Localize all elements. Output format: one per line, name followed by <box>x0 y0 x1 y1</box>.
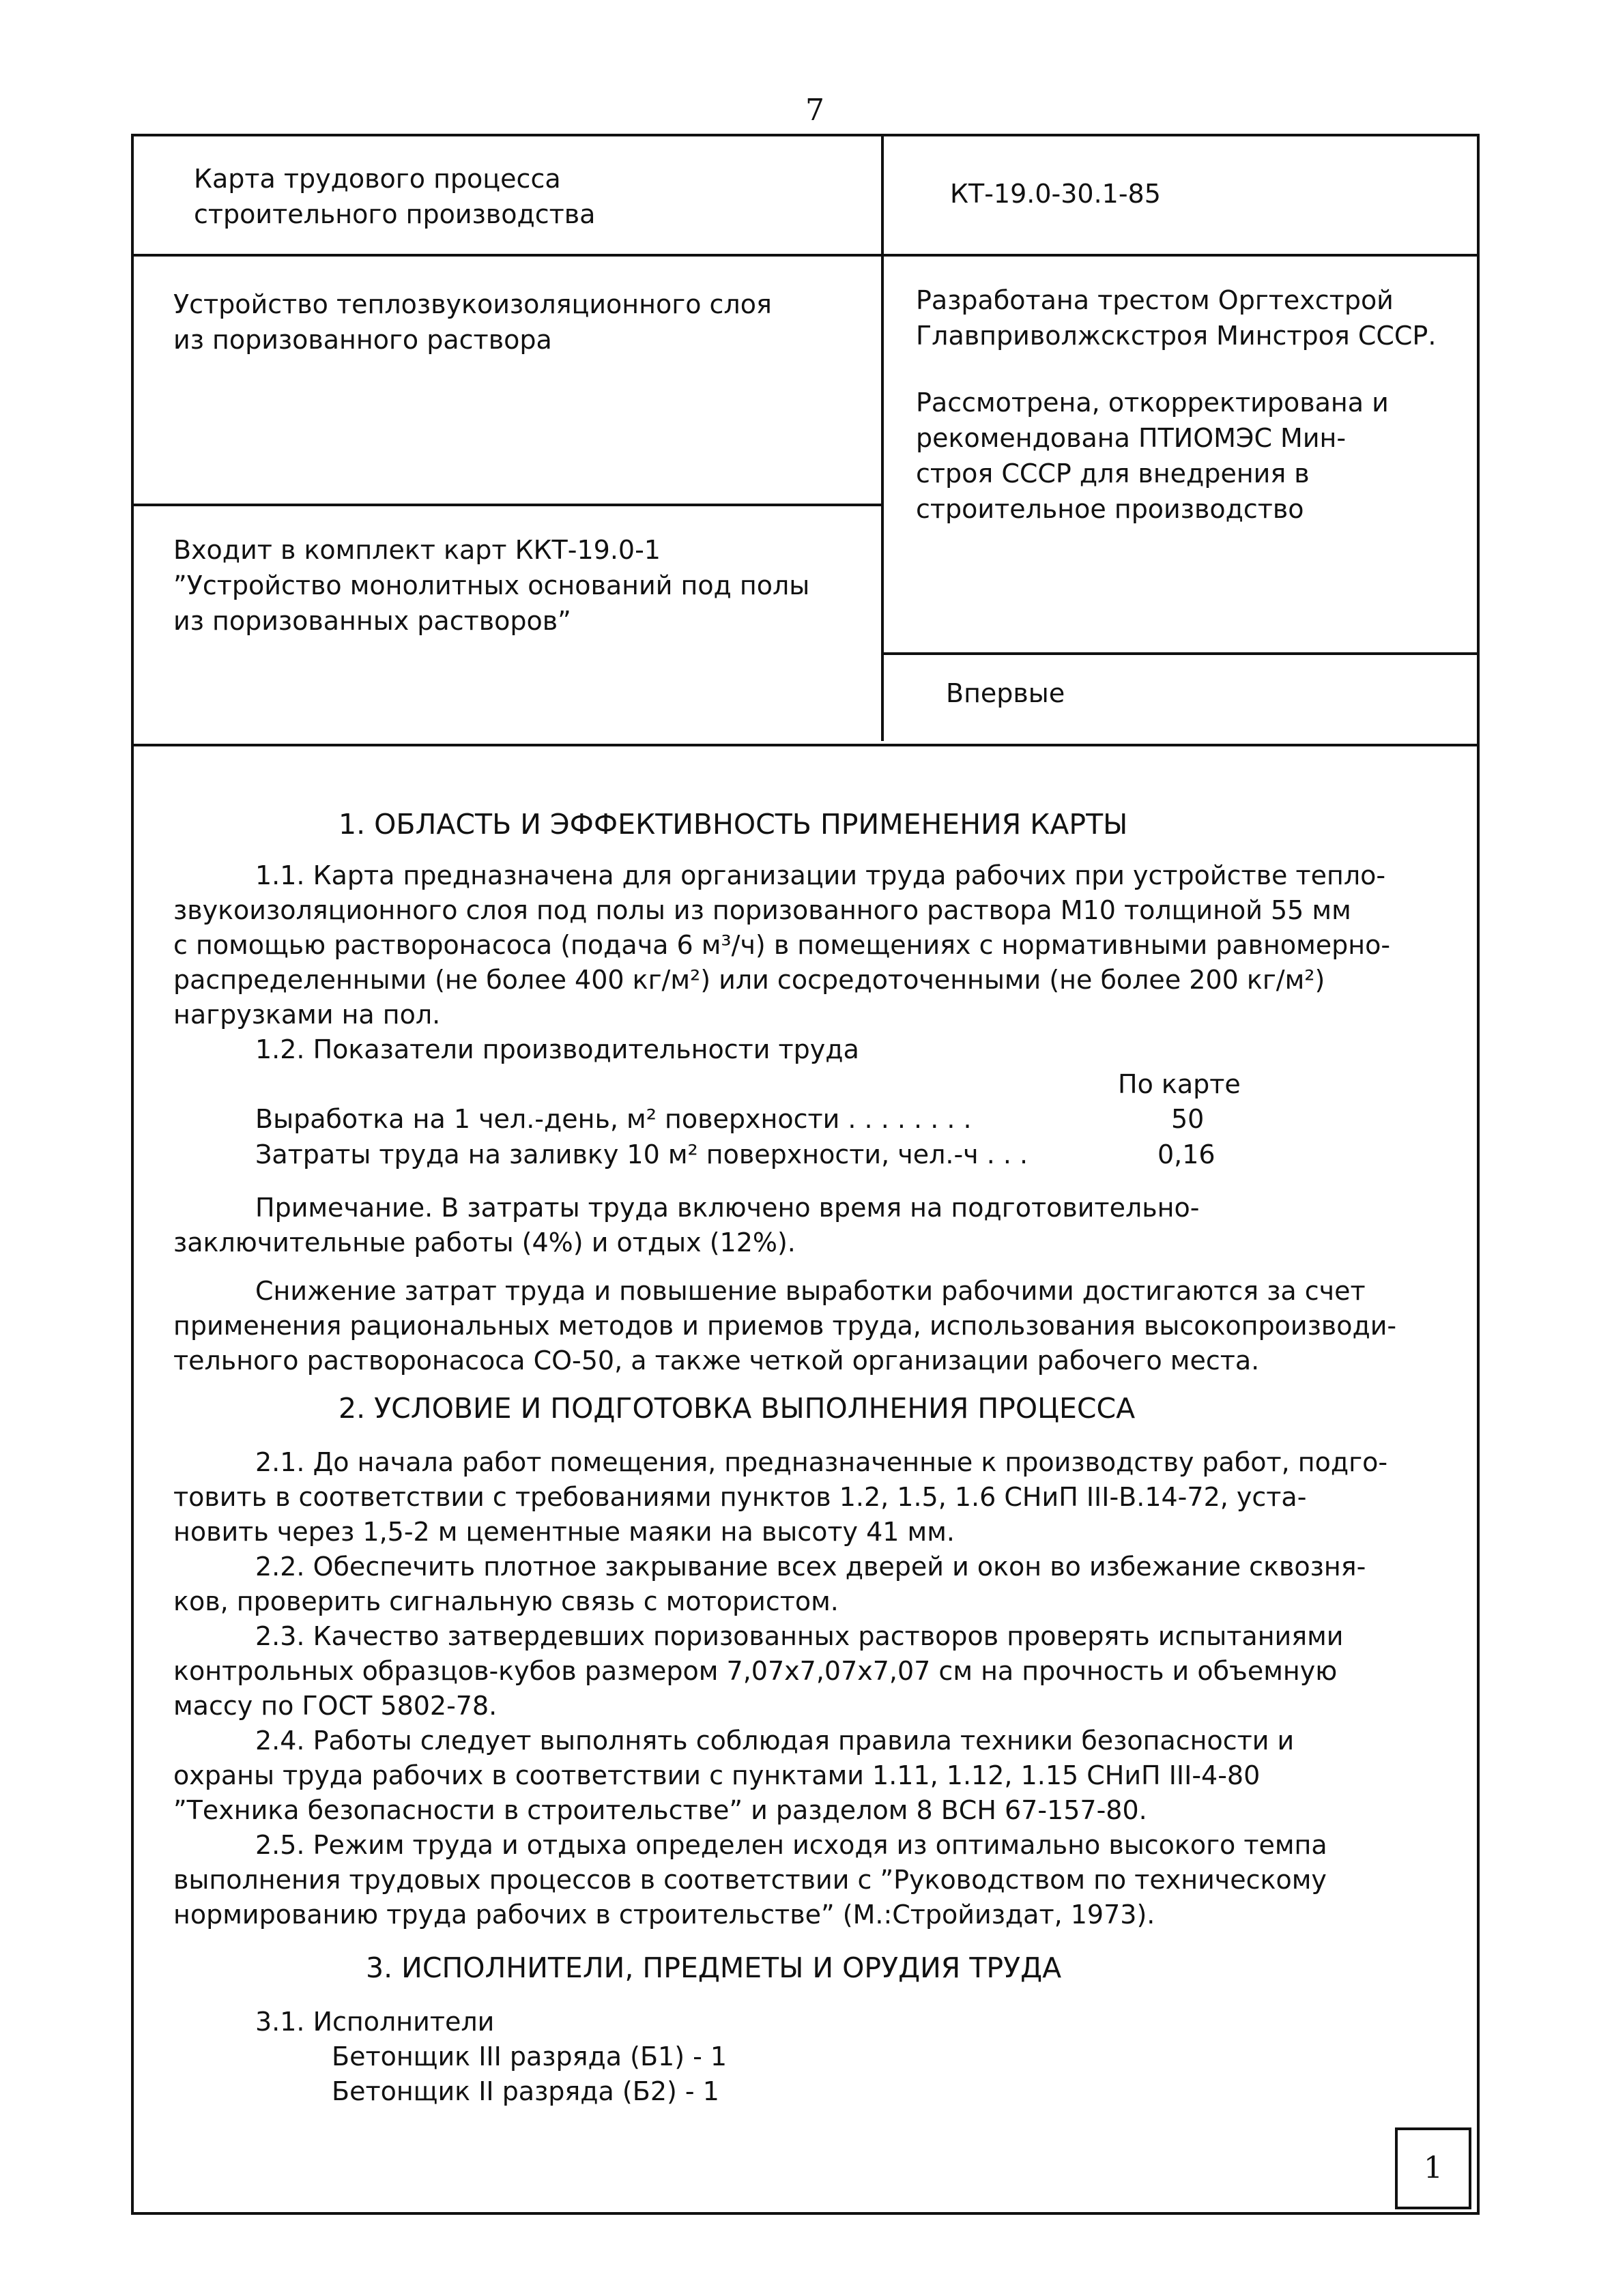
performer-item: Бетонщик II разряда (Б2) - 1 <box>332 2076 719 2106</box>
indicator-value: 0,16 <box>1157 1139 1215 1169</box>
sheet-number: 1 <box>1395 2127 1471 2209</box>
summary-1: Снижение затрат труда и повышение выработки рабочими достигаются за счет <box>255 1276 1366 1306</box>
paragraph-2-5: 2.5. Режим труда и отдыха определен исходя из оптимально высокого темпа <box>255 1830 1327 1860</box>
card-title: Устройство теплозвукоизоляционного слоя из поризованного раствора <box>173 289 772 355</box>
paragraph-2-2: 2.2. Обеспечить плотное закрывание всех дверей и окон во избежание сквозня- <box>255 1552 1366 1582</box>
note-2: заключительные работы (4%) и отдых (12%). <box>173 1227 796 1258</box>
paragraph-2-5-body: выполнения трудовых процессов в соответствии с ”Руководством по техническому нормированию труда рабочих в строительстве” (М.:Стройиздат, 1973). <box>173 1865 1327 1930</box>
page-number: 7 <box>805 93 824 128</box>
paragraph-1-1-body: звукоизоляционного слоя под полы из поризованного раствора М10 толщиной 55 мм с помощью растворонасоса (подача 6 м³/ч) в помещениях с нормативными равномерно- распределенными (не более 400 кг/м²) или сосредоточенными (не более 200 кг/м²) нагрузками на пол. <box>173 895 1391 1030</box>
card-code: КТ-19.0-30.1-85 <box>950 179 1161 209</box>
paragraph-2-2-body: ков, проверить сигнальную связь с мотористом. <box>173 1586 839 1616</box>
edition: Впервые <box>946 678 1065 708</box>
rule <box>884 254 1477 257</box>
header-grid <box>134 136 1477 746</box>
paragraph-3-1: 3.1. Исполнители <box>255 2007 495 2037</box>
document-frame <box>131 134 1480 2215</box>
section-1-heading: 1. ОБЛАСТЬ И ЭФФЕКТИВНОСТЬ ПРИМЕНЕНИЯ КАРТЫ <box>339 808 1128 841</box>
set-info: Входит в комплект карт ККТ-19.0-1 ”Устройство монолитных оснований под полы из поризованных растворов” <box>173 535 810 636</box>
rule <box>134 504 881 506</box>
paragraph-2-3: 2.3. Качество затвердевших поризованных растворов проверять испытаниями <box>255 1621 1344 1651</box>
rule <box>884 652 1477 655</box>
summary-2: применения рациональных методов и приемов труда, использования высокопроизводи- тельного растворонасоса СО-50, а также четкой организации рабочего места. <box>173 1311 1397 1376</box>
performers-list <box>332 2039 727 2109</box>
paragraph-2-1-body: товить в соответствии с требованиями пунктов 1.2, 1.5, 1.6 СНиП III-В.14-72, уста- новить через 1,5-2 м цементные маяки на высоту 41 мм. <box>173 1482 1307 1547</box>
paragraph-2-1: 2.1. До начала работ помещения, предназначенные к производству работ, подго- <box>255 1447 1388 1477</box>
indicator-value: 50 <box>1171 1104 1205 1134</box>
paragraph-1-1: 1.1. Карта предназначена для организации труда рабочих при устройстве тепло- <box>255 860 1386 890</box>
indicator-label: Затраты труда на заливку 10 м² поверхности, чел.-ч . . . <box>255 1139 1028 1169</box>
paragraph-2-4: 2.4. Работы следует выполнять соблюдая правила техники безопасности и <box>255 1726 1295 1756</box>
review-info: Рассмотрена, откорректирована и рекомендована ПТИОМЭС Мин- строя СССР для внедрения в строительное производство <box>916 388 1389 524</box>
indicator-label: Выработка на 1 чел.-день, м² поверхности . . . . . . . . <box>255 1104 972 1134</box>
note-1: Примечание. В затраты труда включено время на подготовительно- <box>255 1193 1200 1223</box>
rule <box>134 254 881 257</box>
paragraph-1-2: 1.2. Показатели производительности труда <box>255 1034 859 1064</box>
paragraph-2-4-body: охраны труда рабочих в соответствии с пунктами 1.11, 1.12, 1.15 СНиП III-4-80 ”Техника безопасности в строительстве” и разделом 8 ВСН 67-157-80. <box>173 1760 1261 1825</box>
column-header: По карте <box>1118 1069 1241 1099</box>
card-type: Карта трудового процесса строительного производства <box>194 164 596 229</box>
performer-item: Бетонщик III разряда (Б1) - 1 <box>332 2041 728 2072</box>
paragraph-2-3-body: контрольных образцов-кубов размером 7,07х7,07х7,07 см на прочность и объемную массу по ГОСТ 5802-78. <box>173 1656 1338 1721</box>
section-3-heading: 3. ИСПОЛНИТЕЛИ, ПРЕДМЕТЫ И ОРУДИЯ ТРУДА <box>366 1951 1062 1984</box>
section-2-heading: 2. УСЛОВИЕ И ПОДГОТОВКА ВЫПОЛНЕНИЯ ПРОЦЕССА <box>339 1392 1136 1425</box>
developer-info: Разработана трестом Оргтехстрой Главприволжскстроя Минстроя СССР. <box>916 285 1437 351</box>
header-divider <box>881 136 884 741</box>
